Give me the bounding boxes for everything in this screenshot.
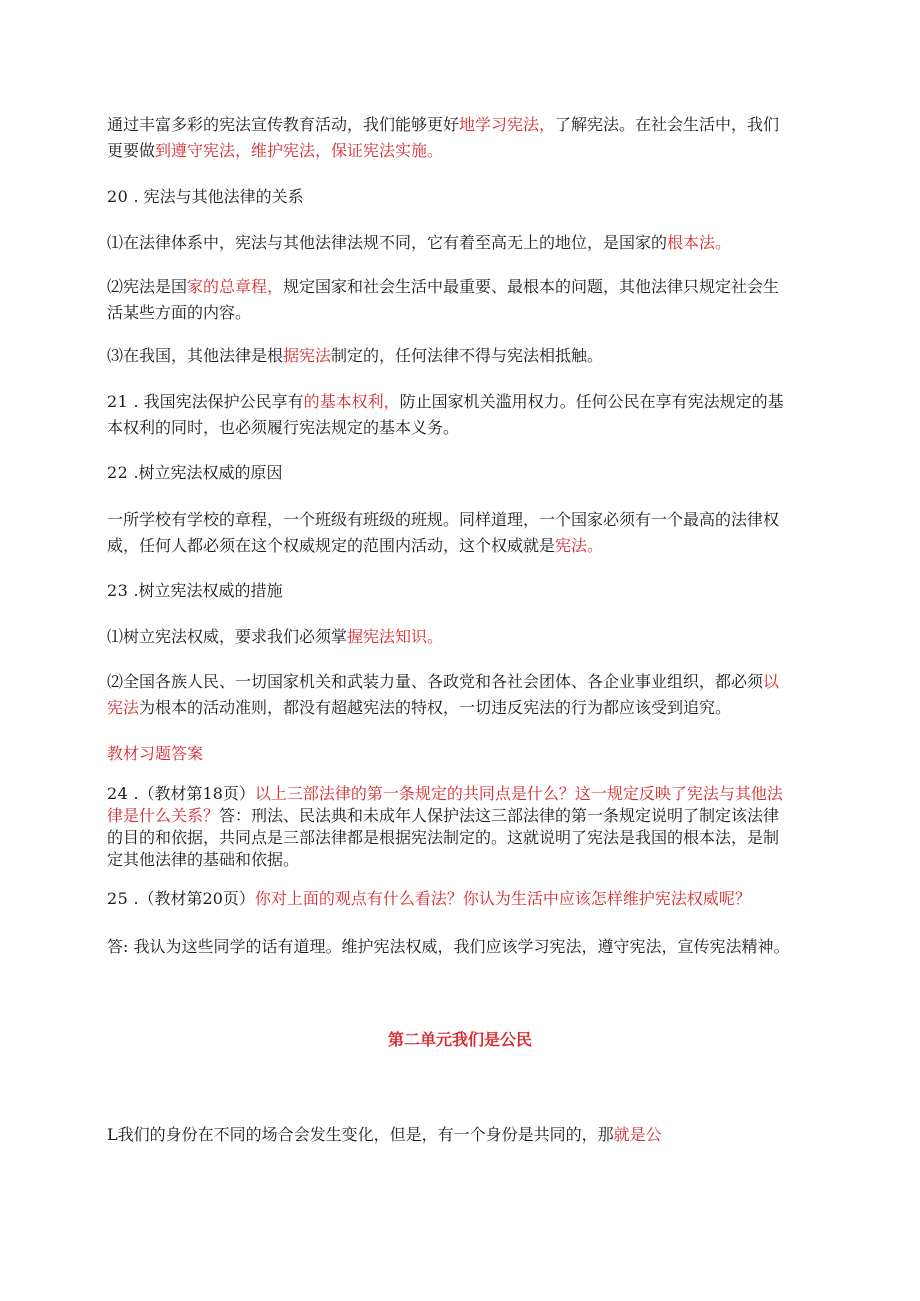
item-20-point-1 (107, 230, 822, 256)
question-text: 以上三部法律的第一条规定的共同点是什么？这一规定反映了宪法与其他法 (254, 784, 783, 803)
item-22-heading (107, 460, 822, 486)
text-run: 一所学校有学校的章程，一个班级有班级的班规。同样道理，一个国家必须有一个最高的法律权 (107, 510, 780, 529)
text-run: 了解宪法。在社会生活中，我们 (555, 115, 780, 134)
answer-text: 答：刑法、民法典和未成年人保护法这三部法律的第一条规定说明了制定该法律 (219, 806, 780, 825)
item-title: .树立宪法权威的原因 (128, 463, 283, 482)
unit-heading: 第二单元我们是公民 (387, 1030, 532, 1049)
highlight-text: 地学习宪法， (459, 115, 556, 134)
answer-text: 定其他法律的基础和依据。 (107, 850, 300, 869)
text-run: 防止国家机关滥用权力。任何公民在享有宪法规定的基 (399, 392, 784, 411)
item-21-paragraph (107, 389, 822, 441)
text-run: ⑵全国各族人民、一切国家机关和武装力量、各政党和各社会团体、各企业事业组织，都必须 (107, 672, 764, 691)
item-title: . 宪法与其他法律的关系 (128, 187, 304, 206)
highlight-text: 到遵守宪法，维护宪法，保证宪法实施。 (155, 141, 444, 160)
text-run: ⑶在我国，其他法律是根 (107, 346, 284, 365)
item-number: 22 (107, 463, 129, 482)
item-22-paragraph (107, 507, 822, 559)
text-run: ⑵宪法是国 (107, 277, 188, 296)
item-23-heading (107, 578, 822, 604)
item-23-point-1 (107, 624, 822, 650)
item-23-point-2 (107, 669, 822, 721)
highlight-text: 宪法。 (555, 536, 604, 555)
text-run: 威，任何人都必须在这个权威规定的范围内活动，这个权威就是 (107, 536, 556, 555)
text-run: 活某些方面的内容。 (107, 303, 252, 322)
answers-section-heading: 教材习题答案 (107, 744, 204, 763)
item-number: 21 (107, 392, 129, 411)
highlight-text: 以 (763, 672, 780, 691)
highlight-text: 家的总章程， (187, 277, 284, 296)
item-number: 20 (107, 187, 129, 206)
item-number: 24 (107, 784, 129, 803)
text-run: 本权利的同时，也必须履行宪法规定的基本义务。 (107, 418, 460, 437)
item-number: 23 (107, 581, 129, 600)
unit-first-paragraph (107, 1122, 822, 1148)
item-20-heading (107, 184, 822, 210)
item-25-paragraph (107, 886, 822, 912)
text-run: ⑴树立宪法权威，要求我们必须掌 (107, 627, 348, 646)
text-run: . 我国宪法保护公民享有 (128, 392, 304, 411)
item-title: .树立宪法权威的措施 (128, 581, 283, 600)
item-25-answer: 答: 我认为这些同学的话有道理。维护宪法权威，我们应该学习宪法，遵守宪法，宣传宪法精神。 (107, 937, 790, 956)
item-20-point-3 (107, 343, 822, 369)
highlight-text: 据宪法 (283, 346, 332, 365)
highlight-text: 就是公 (613, 1125, 662, 1144)
highlight-text: 握宪法知识。 (347, 627, 444, 646)
question-text: 律是什么关系？ (107, 806, 220, 825)
question-text: 你对上面的观点有什么看法？你认为生活中应该怎样维护宪法权威呢？ (254, 889, 751, 908)
text-run: ⑴在法律体系中，宪法与其他法律法规不同，它有着至高无上的地位，是国家的 (107, 233, 668, 252)
text-run: 为根本的活动准则，都没有超越宪法的特权，一切违反宪法的行为都应该受到追究。 (139, 698, 732, 717)
text-run: 通过丰富多彩的宪法宣传教育活动，我们能够更好 (107, 115, 460, 134)
item-number: 25 (107, 889, 129, 908)
highlight-text: 根本法。 (667, 233, 732, 252)
text-run: 制定的，任何法律不得与宪法相抵触。 (331, 346, 604, 365)
item-24-paragraph (107, 783, 822, 871)
highlight-text: 宪法 (107, 698, 140, 717)
text-run: 更要做 (107, 141, 156, 160)
text-run: 规定国家和社会生活中最重要、最根本的问题，其他法律只规定社会生 (283, 277, 780, 296)
answer-text: 的目的和依据，共同点是三部法律都是根据宪法制定的。这就说明了宪法是我国的根本法，是制 (107, 828, 780, 847)
text-run: L我们的身份在不同的场合会发生变化，但是，有一个身份是共同的，那 (107, 1125, 614, 1144)
item-20-point-2 (107, 274, 822, 326)
text-run: .（教材第18页） (128, 784, 255, 803)
highlight-text: 的基本权利， (303, 392, 400, 411)
intro-paragraph (107, 112, 822, 164)
text-run: .（教材第20页） (128, 889, 255, 908)
